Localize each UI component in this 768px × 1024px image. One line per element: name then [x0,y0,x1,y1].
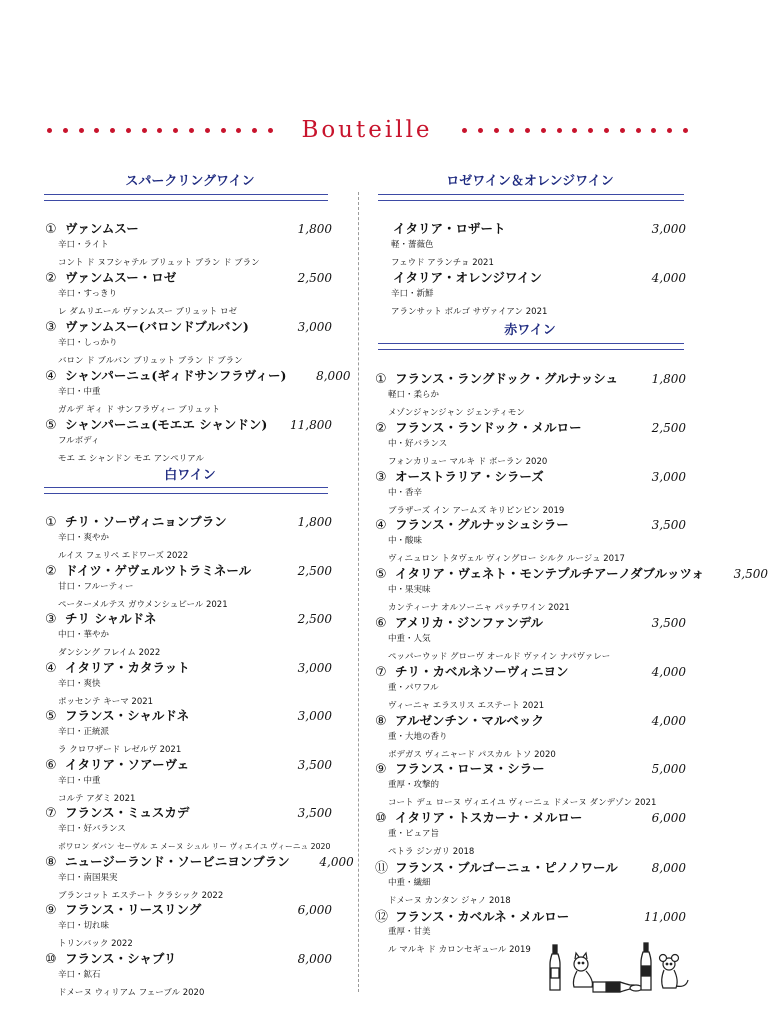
item-producer: ヴィニュロン トタヴェル ヴィングロー シルク ルージュ 2017 [388,554,625,565]
item-taste: 辛口・すっきり [58,289,117,299]
item-number: ⑨ [45,903,57,918]
item-name: フランス・ミュスカデ [65,805,190,820]
item-taste: 辛口・爽やか [58,533,110,543]
item-taste: 中・香辛 [388,487,423,498]
item-name: イタリア・オレンジワイン [393,270,543,285]
item-name: フランス・ローヌ・シラー [395,761,545,777]
item-producer: ダンシング フレイム 2022 [58,648,161,658]
section-rule [44,487,328,494]
item-number: ② [375,420,387,436]
item-name: イタリア・ヴェネト・モンテプルチアーノダブルッツォ [395,566,705,582]
decorative-dot [572,128,577,133]
item-row [375,418,686,437]
item-row [45,852,354,871]
decorative-dot [94,128,99,133]
item-taste: 辛口・南国果実 [58,872,118,883]
item-taste: 中・好バランス [388,438,448,449]
bottle-icon [550,945,560,990]
item-producer: ラ クロワザード レゼルヴ 2021 [58,745,182,755]
item-price: 11,800 [290,418,332,432]
item-producer: ブラザーズ イン アームズ キリピンピン 2019 [388,505,565,516]
item-price: 2,500 [297,563,332,578]
item-taste: 中口・華やか [58,630,110,640]
item-name: チリ シャルドネ [65,611,157,626]
item-row [45,900,332,919]
item-row [45,706,332,725]
item-number: ⑦ [45,806,57,821]
item-name: ヴァンムスー(バロンドブルバン) [65,319,249,334]
item-taste: 軽口・柔らか [388,390,440,400]
decorative-dot [252,128,257,133]
item-producer: ル マルキ ド カロンセギュール 2019 [388,944,531,955]
item-taste: 重・パワフル [388,682,439,693]
item-producer: ボデガス ヴィニャード パスカル トソ 2020 [388,749,556,760]
decorative-dot [157,128,162,133]
menu-item [375,564,768,618]
item-producer: メゾンジャンジャン ジェンティモン [388,408,525,418]
section-rule [378,343,684,350]
item-name: シャンパーニュ(モエエ シャンドン) [65,417,268,432]
column-divider [358,192,359,992]
item-taste: 中・酸味 [388,536,423,547]
item-number: ④ [45,369,57,384]
menu-item [45,658,332,712]
item-row [375,564,768,583]
page-title: Bouteille [301,117,433,143]
menu-item [45,512,332,566]
item-taste: 中・果実味 [388,585,431,596]
item-taste: 重・大地の香り [388,731,448,742]
menu-item [375,808,686,862]
wine-bottle-illustration [548,942,698,994]
menu-item [375,369,686,423]
menu-item [45,900,332,954]
item-number: ⑨ [375,762,387,778]
menu-item [375,711,686,765]
item-taste: 甘口・フルーティー [58,581,134,592]
decorative-dot [494,128,499,133]
item-price: 8,000 [651,861,686,875]
item-number: ⑫ [375,909,389,925]
section-rule [378,194,684,201]
section-title-rose: ロゼワイン＆オレンジワイン [446,174,614,189]
item-taste: 辛口・好バランス [58,824,126,834]
menu-item [45,949,332,1003]
decorative-dot [126,128,131,133]
item-producer: コント ド ヌフシャテル ブリュット ブラン ド ブラン [58,258,260,268]
decorative-dot [620,128,625,133]
item-price: 3,000 [297,660,332,675]
item-producer: アランサット ボルゴ サヴァイアン 2021 [391,307,548,317]
item-price: 4,000 [651,713,686,728]
item-taste: 辛口・切れ味 [58,921,110,931]
decorative-dot [189,128,194,133]
item-price: 3,500 [297,757,332,772]
item-number: ⑤ [375,567,387,583]
menu-item [375,418,686,472]
item-price: 3,500 [297,806,332,820]
item-price: 4,000 [319,854,354,869]
decorative-dot [604,128,609,133]
item-price: 5,000 [651,762,686,777]
decorative-dots-right [462,116,688,144]
item-row [45,658,332,677]
item-number: ① [45,515,57,530]
decorative-dot [173,128,178,133]
item-number: ③ [375,469,387,485]
item-name: フランス・シャブリ [65,950,177,966]
item-price: 6,000 [297,903,332,917]
decorative-dot [79,128,84,133]
item-price: 6,000 [651,811,686,826]
item-name: フランス・リースリング [65,902,202,917]
item-name: アルゼンチン・マルベック [395,712,544,728]
item-number: ⑤ [45,418,57,433]
item-taste: 軽・薔薇色 [391,240,434,250]
item-name: ドイツ・ゲヴェルツトラミネール [65,562,252,578]
bottle-icon [641,943,651,990]
item-name: イタリア・ロザート [393,221,506,236]
item-row [45,366,351,385]
section-title-red: 赤ワイン [504,323,556,338]
item-producer: トリンバック 2022 [58,939,133,949]
item-producer: コート デュ ローヌ ヴィエイユ ヴィーニュ ドメーヌ ダンデゾン 2021 [388,798,657,809]
item-row [45,803,332,822]
item-taste: 辛口・ライト [58,240,109,250]
item-name: フランス・カベルネ・メルロー [395,908,570,924]
item-taste: 重・ピュア旨 [388,829,440,840]
item-number: ⑤ [45,709,57,724]
item-name: ヴァンムスー [65,221,139,236]
item-taste: 辛口・爽快 [58,678,101,689]
item-taste: 辛口・新鮮 [391,289,434,299]
item-number: ③ [45,320,57,335]
item-row [375,369,686,388]
menu-item [375,759,686,813]
item-name: フランス・ラングドック・グルナッシュ [395,371,619,386]
item-producer: ブランコット エステート クラシック 2022 [58,890,224,901]
item-row [45,755,332,774]
item-price: 8,000 [316,369,351,383]
item-number: ⑥ [375,616,387,631]
item-name: チリ・ソーヴィニョンブラン [65,514,227,529]
item-price: 4,000 [651,271,686,285]
item-taste: 辛口・鉱石 [58,969,101,980]
item-number: ⑩ [45,951,57,967]
menu-item [45,755,332,809]
item-row [375,662,686,681]
menu-item [45,317,332,371]
item-taste: 重厚・甘美 [388,926,431,937]
decorative-dot [651,128,656,133]
item-producer: ガルデ ギィ ド サンフラヴィー ブリュット [58,405,221,415]
item-row [375,906,686,925]
item-producer: ペッパーウッド グローヴ オールド ヴァイン ナパヴァレー [388,652,611,662]
menu-item [45,219,332,273]
item-row [375,759,686,778]
decorative-dot [110,128,115,133]
item-number: ② [45,563,57,579]
item-taste: 辛口・しっかり [58,338,118,348]
mouse-icon [660,955,689,989]
item-price: 3,000 [297,320,332,334]
item-producer: ルイス フェリペ エドワーズ 2022 [58,551,189,561]
item-taste: フルボディ [58,436,100,446]
item-row [45,219,332,238]
item-price: 4,000 [651,664,686,679]
decorative-dot [221,128,226,133]
decorative-dot [268,128,273,133]
item-number: ⑪ [375,861,389,876]
item-taste: 中重・繊細 [388,878,431,888]
item-row [45,317,332,336]
menu-item [45,803,332,857]
item-producer: ドメーヌ ウィリアム フェーブル 2020 [58,987,205,998]
item-taste: 辛口・中重 [58,387,101,397]
item-row [45,609,332,628]
item-row [375,467,686,486]
decorative-dot [63,128,68,133]
item-name: イタリア・カタラット [65,659,190,675]
item-producer: ボワロン ダバン セーヴル エ メーヌ シュル リー ヴィエイユ ヴィーニュ 2020 [58,842,331,851]
item-producer: ポッセンテ キーマ 2021 [58,696,154,707]
menu-item [45,852,354,906]
item-row [45,268,332,287]
item-price: 3,500 [651,518,686,533]
item-price: 1,800 [297,222,332,236]
menu-item [375,515,686,569]
item-taste: 重厚・攻撃的 [388,780,440,791]
item-price: 3,500 [733,567,768,582]
item-price: 1,800 [297,515,332,529]
item-row [375,857,686,876]
section-rule [44,194,328,201]
item-number: ④ [45,660,57,676]
item-producer: ペトラ ジンガリ 2018 [388,847,475,858]
menu-item [45,366,351,420]
item-number: ⑦ [375,664,387,680]
item-number: ② [45,271,57,286]
menu-item [378,219,686,273]
menu-item [45,415,332,469]
item-row [378,219,686,238]
item-number: ③ [45,612,57,627]
item-taste: 中重・人気 [388,634,431,644]
decorative-dot [636,128,641,133]
item-producer: コルテ アダミ 2021 [58,793,136,804]
item-number: ④ [375,518,387,534]
lying-bottle-icon [593,982,642,992]
item-number: ① [375,372,387,387]
item-price: 2,500 [297,612,332,626]
decorative-dot [236,128,241,133]
item-row [45,415,332,434]
item-name: フランス・シャルドネ [65,708,190,723]
item-price: 3,000 [297,709,332,723]
menu-item [45,268,332,322]
menu-item [45,609,332,663]
section-title-sparkling: スパークリングワイン [125,174,255,189]
item-price: 1,800 [651,372,686,386]
item-producer: フォンカリュー マルキ ド ボーラン 2020 [388,456,548,467]
menu-item [375,857,686,911]
decorative-dot [478,128,483,133]
item-price: 8,000 [297,951,332,966]
decorative-dot [525,128,530,133]
item-row [375,808,686,827]
item-name: フランス・ブルゴーニュ・ピノノワール [395,860,618,875]
decorative-dot [541,128,546,133]
item-number: ⑧ [375,713,387,729]
decorative-dot [462,128,467,133]
menu-item [45,706,332,760]
item-row [45,561,332,580]
item-number: ⑧ [45,854,57,870]
item-producer: モエ エ シャンドン モエ アンペリアル [58,454,204,464]
item-name: オーストラリア・シラーズ [395,468,544,484]
item-taste: 辛口・正統派 [58,727,110,737]
item-name: チリ・カベルネソーヴィニヨン [395,663,569,679]
item-price: 11,000 [644,909,686,924]
item-producer: バロン ド ブルバン ブリュット ブラン ド ブラン [58,356,243,366]
decorative-dot [142,128,147,133]
cat-icon [573,953,592,987]
decorative-dot [47,128,52,133]
decorative-dot [509,128,514,133]
item-name: シャンパーニュ(ギィドサンフラヴィー) [65,368,287,383]
item-row [375,515,686,534]
decorative-dot [667,128,672,133]
item-name: アメリカ・ジンファンデル [395,615,543,630]
item-row [375,711,686,730]
item-name: フランス・ランドック・メルロー [395,419,582,435]
menu-item [378,268,686,322]
item-producer: ペーターメルテス ガウメンシュピール 2021 [58,599,228,610]
menu-item [375,613,686,667]
menu-item [375,467,686,521]
item-producer: フェウド アランチョ 2021 [391,258,494,268]
decorative-dot [588,128,593,133]
item-row [45,512,332,531]
decorative-dot [683,128,688,133]
item-price: 3,000 [651,222,686,236]
banner [0,116,730,144]
item-row [375,613,686,632]
item-number: ① [45,222,57,237]
item-price: 3,000 [651,469,686,484]
item-producer: レ ダムリエール ヴァンムスー ブリュット ロゼ [58,307,238,317]
item-taste: 辛口・中重 [58,775,101,786]
item-price: 2,500 [651,420,686,435]
item-producer: ドメーヌ カンタン ジャノ 2018 [388,896,511,906]
item-name: イタリア・ソアーヴェ [65,756,190,772]
menu-item [45,561,332,615]
item-name: ヴァンムスー・ロゼ [65,270,177,285]
item-row [378,268,686,287]
item-producer: ヴィーニャ エラスリス エステート 2021 [388,700,545,711]
item-price: 2,500 [297,271,332,285]
item-name: ニュージーランド・ソービニヨンブラン [65,853,290,869]
item-name: フランス・グルナッシュシラー [395,517,569,533]
decorative-dots-left [47,116,273,144]
item-name: イタリア・トスカーナ・メルロー [395,810,583,826]
item-price: 3,500 [651,616,686,630]
decorative-dot [205,128,210,133]
item-number: ⑩ [375,811,387,827]
menu-item [375,662,686,716]
item-number: ⑥ [45,757,57,773]
section-title-white: 白ワイン [164,468,216,483]
item-row [45,949,332,968]
item-producer: カンティーナ オルソーニャ パッチワイン 2021 [388,603,570,614]
decorative-dot [557,128,562,133]
